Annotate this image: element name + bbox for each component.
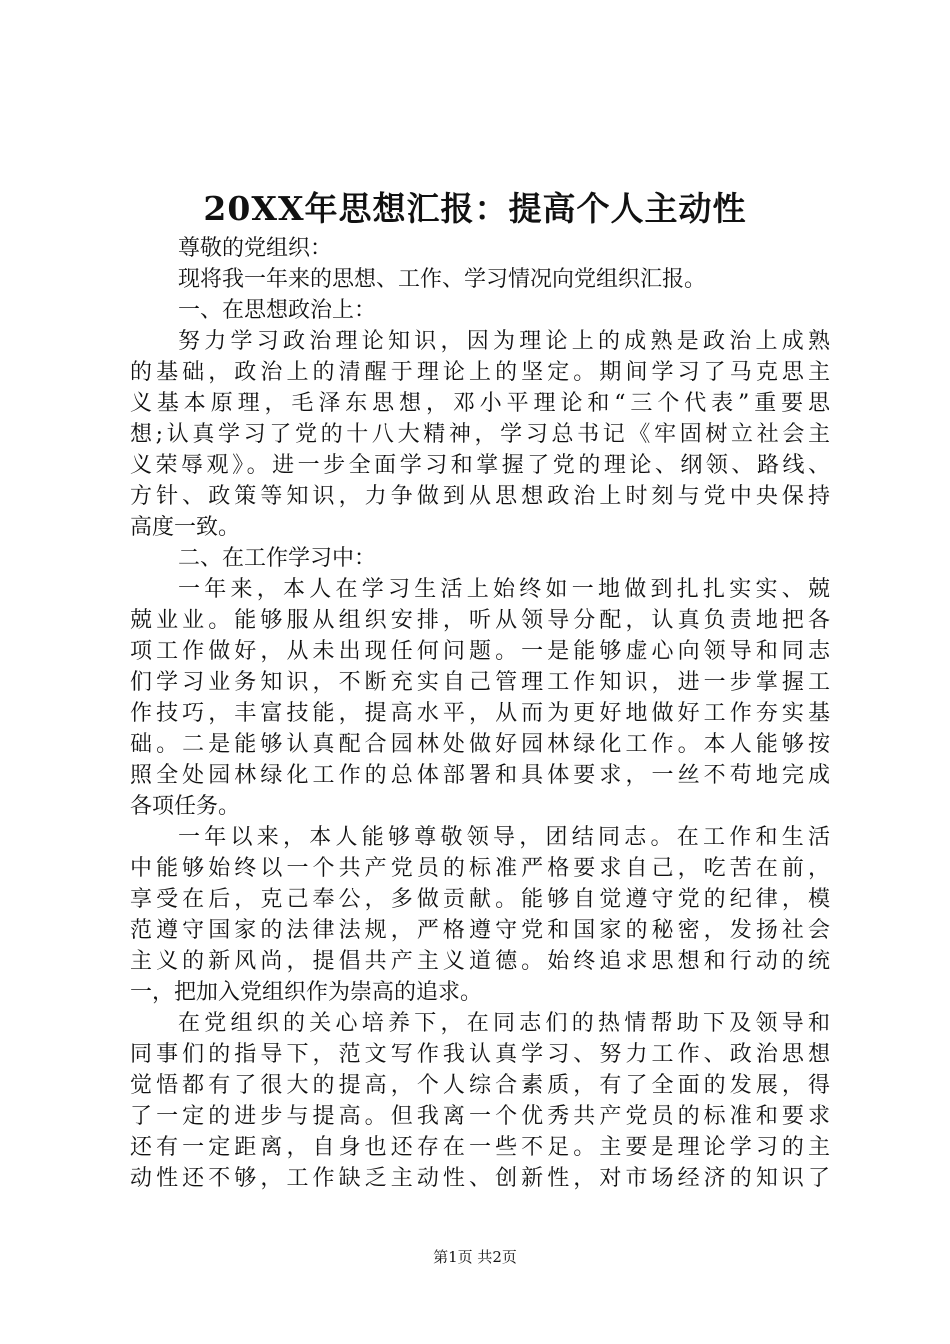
body-text-line: 项工作做好，从未出现任何问题。一是能够虚心向领导和同志	[130, 639, 830, 664]
body-text-line: 一，把加入党组织作为崇高的追求。	[130, 980, 483, 1005]
document-body	[130, 233, 830, 1194]
body-text-line: 二、在工作学习中：	[178, 546, 377, 571]
body-text-line: 高度一致。	[130, 515, 241, 540]
body-text-line: 了一定的进步与提高。但我离一个优秀共产党员的标准和要求	[130, 1104, 830, 1129]
body-text-line: 享受在后，克己奉公，多做贡献。能够自觉遵守党的纪律，模	[130, 887, 830, 912]
body-text-line: 同事们的指导下，范文写作我认真学习、努力工作、政治思想	[130, 1042, 830, 1067]
body-text-line: 作技巧，丰富技能，提高水平，从而为更好地做好工作夯实基	[130, 701, 830, 726]
body-text-line: 中能够始终以一个共产党员的标准严格要求自己，吃苦在前，	[130, 856, 830, 881]
body-text-line: 兢业业。能够服从组织安排，听从领导分配，认真负责地把各	[130, 608, 830, 633]
body-text-line: 义荣辱观》。进一步全面学习和掌握了党的理论、纲领、路线、	[130, 453, 830, 478]
body-text-line: 范遵守国家的法律法规，严格遵守党和国家的秘密，发扬社会	[130, 918, 830, 943]
body-text-line: 现将我一年来的思想、工作、学习情况向党组织汇报。	[178, 267, 707, 292]
body-text-line: 义基本原理，毛泽东思想，邓小平理论和“三个代表”重要思	[130, 391, 830, 416]
body-text-line: 主义的新风尚，提倡共产主义道德。始终追求思想和行动的统	[130, 949, 830, 974]
body-text-line: 尊敬的党组织：	[178, 236, 333, 261]
body-text-line: 照全处园林绿化工作的总体部署和具体要求，一丝不苟地完成	[130, 763, 830, 788]
body-text-line: 础。二是能够认真配合园林处做好园林绿化工作。本人能够按	[130, 732, 830, 757]
body-text-line: 各项任务。	[130, 794, 241, 819]
body-text-line: 们学习业务知识，不断充实自己管理工作知识，进一步掌握工	[130, 670, 830, 695]
body-text-line: 还有一定距离，自身也还存在一些不足。主要是理论学习的主	[130, 1135, 830, 1160]
body-text-line: 觉悟都有了很大的提高，个人综合素质，有了全面的发展，得	[130, 1073, 830, 1098]
body-text-line: 一、在思想政治上：	[178, 298, 377, 323]
body-text-line: 方针、政策等知识，力争做到从思想政治上时刻与党中央保持	[130, 484, 830, 509]
body-text-line: 想;认真学习了党的十八大精神，学习总书记《牢固树立社会主	[130, 422, 830, 447]
body-text-line: 一年来，本人在学习生活上始终如一地做到扎扎实实、兢	[178, 577, 830, 602]
body-text-line: 努力学习政治理论知识，因为理论上的成熟是政治上成熟	[178, 329, 830, 354]
body-text-line: 动性还不够，工作缺乏主动性、创新性，对市场经济的知识了	[130, 1166, 830, 1191]
page-footer: 第1页 共2页	[433, 1248, 517, 1266]
body-text-line: 在党组织的关心培养下，在同志们的热情帮助下及领导和	[178, 1011, 830, 1036]
body-text-line: 的基础，政治上的清醒于理论上的坚定。期间学习了马克思主	[130, 360, 830, 385]
document-title: 20XX年思想汇报：提高个人主动性	[203, 189, 747, 228]
body-text-line: 一年以来，本人能够尊敬领导，团结同志。在工作和生活	[178, 825, 830, 850]
